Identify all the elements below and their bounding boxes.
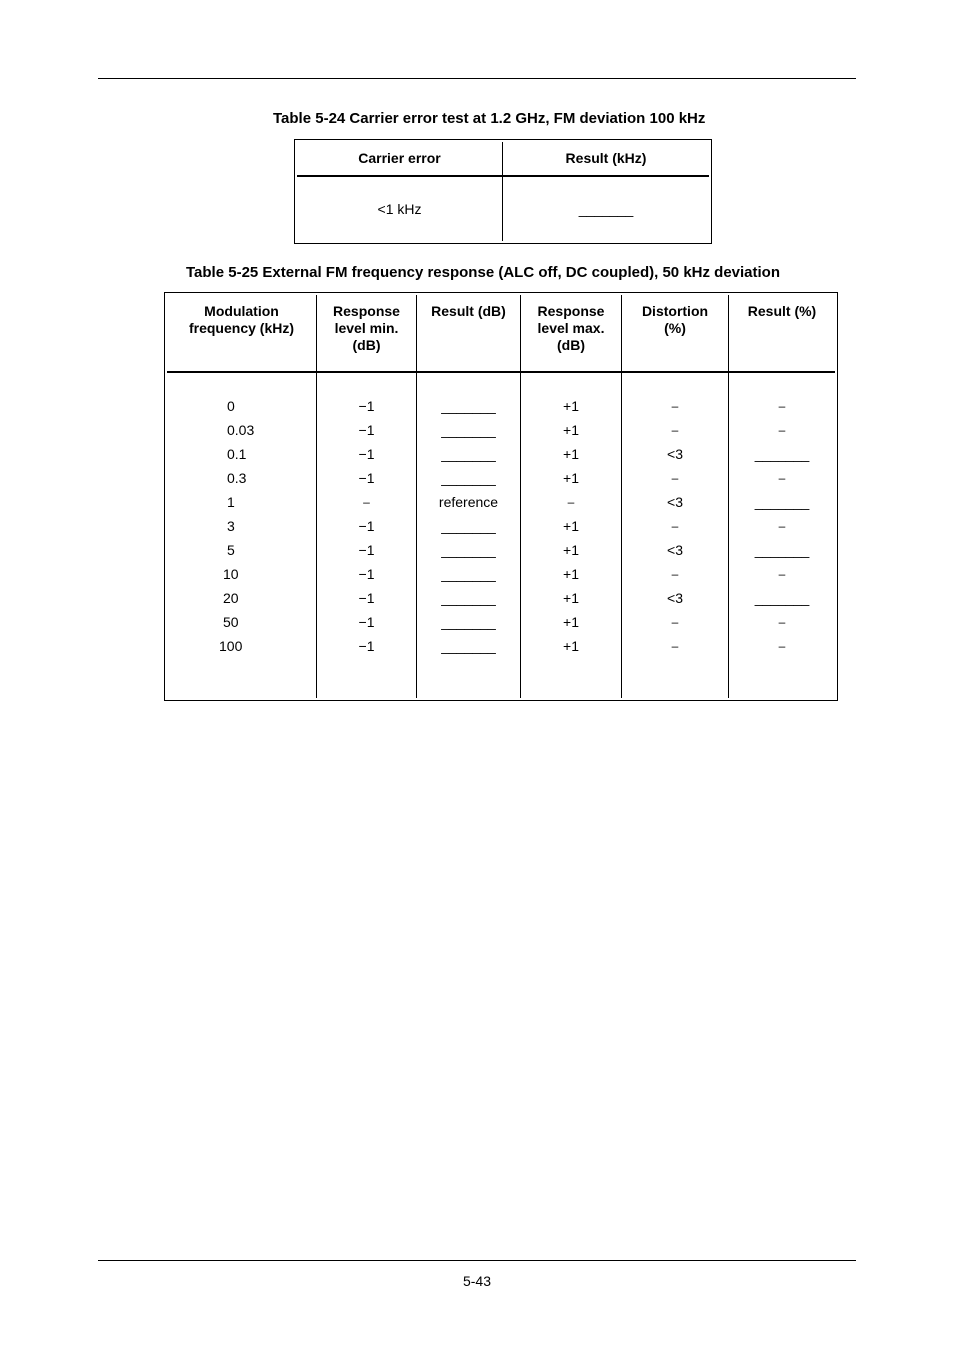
- table-25-caption: Table 5-25 External FM frequency response (ALC off, DC coupled), 50 kHz deviation: [186, 264, 781, 281]
- table-cell: +1: [563, 566, 579, 582]
- carrier-error-value: <1 kHz: [297, 176, 502, 241]
- page-number: 5-43: [462, 1273, 492, 1289]
- table-cell: 10: [223, 566, 239, 582]
- table-cell: −1: [358, 614, 375, 630]
- table-cell: −1: [358, 518, 375, 534]
- table-cell: _______: [754, 494, 810, 510]
- table-cell: −1: [358, 422, 375, 438]
- table-cell: −1: [358, 446, 375, 462]
- table-cell: reference: [438, 494, 499, 510]
- table-cell: _______: [441, 638, 496, 654]
- table-cell: 50: [223, 614, 239, 630]
- table-cell: –: [671, 639, 679, 653]
- table-cell: _______: [441, 566, 496, 582]
- table-cell: +1: [563, 614, 579, 630]
- table-cell: _______: [441, 470, 496, 486]
- table-cell: −1: [358, 542, 375, 558]
- footer-rule: [98, 1260, 856, 1261]
- table-cell: –: [778, 399, 786, 413]
- table-cell: −1: [358, 590, 375, 606]
- column-result-db: [416, 372, 520, 698]
- table-cell: –: [671, 567, 679, 581]
- table-cell: 5: [227, 542, 235, 558]
- table-cell: +1: [563, 518, 579, 534]
- table-cell: –: [363, 495, 370, 509]
- table-cell: _______: [441, 446, 496, 462]
- header-response-level-max: Response level max. (dB): [520, 295, 621, 372]
- table-cell: _______: [441, 590, 496, 606]
- table-cell: <3: [667, 446, 683, 462]
- header-rule: [98, 78, 856, 79]
- carrier-result-blank: _______: [502, 176, 709, 241]
- table-cell: −1: [358, 566, 375, 582]
- table-cell: 0.1: [227, 446, 247, 462]
- header-modulation-frequency: Modulation frequency (kHz): [167, 295, 316, 372]
- header-result-db: Result (dB): [416, 295, 520, 372]
- carrier-error-table: [294, 139, 712, 244]
- header-distortion: Distortion (%): [621, 295, 728, 372]
- table-cell: 3: [227, 518, 235, 534]
- column-result-percent: [728, 372, 835, 698]
- table-cell: _______: [754, 542, 810, 558]
- header-result-khz: Result (kHz): [502, 142, 709, 176]
- table-cell: –: [671, 519, 679, 533]
- table-cell: _______: [441, 542, 496, 558]
- header-response-level-min: Response level min. (dB): [316, 295, 416, 372]
- table-cell: _______: [441, 518, 496, 534]
- table-cell: −1: [358, 638, 375, 654]
- table-cell: –: [671, 615, 679, 629]
- table-cell: 20: [223, 590, 239, 606]
- table-cell: +1: [563, 542, 579, 558]
- header-result-percent: Result (%): [728, 295, 835, 372]
- header-carrier-error: Carrier error: [297, 142, 502, 176]
- table-cell: <3: [667, 494, 683, 510]
- table-cell: –: [778, 615, 786, 629]
- table-cell: −1: [358, 398, 375, 414]
- table-24-caption: Table 5-24 Carrier error test at 1.2 GHz, FM deviation 100 kHz: [273, 110, 706, 127]
- column-response-min: [316, 372, 416, 698]
- fm-frequency-response-table: [164, 292, 838, 701]
- table-cell: _______: [754, 590, 810, 606]
- table-cell: 0: [227, 398, 235, 414]
- table-cell: –: [778, 567, 786, 581]
- table-cell: 0.03: [227, 422, 255, 438]
- column-modulation-frequency: [167, 372, 316, 698]
- table-cell: –: [778, 471, 786, 485]
- table-cell: _______: [754, 446, 810, 462]
- table-cell: +1: [563, 638, 579, 654]
- table-cell: –: [671, 471, 679, 485]
- table-cell: –: [778, 423, 786, 437]
- table-cell: _______: [441, 614, 496, 630]
- table-cell: _______: [441, 422, 496, 438]
- table-cell: +1: [563, 398, 579, 414]
- table-cell: 100: [219, 638, 243, 654]
- table-cell: <3: [667, 590, 683, 606]
- table-cell: –: [778, 639, 786, 653]
- table-cell: –: [567, 495, 575, 509]
- table-cell: <3: [667, 542, 683, 558]
- column-response-max: [520, 372, 621, 698]
- table-cell: –: [778, 519, 786, 533]
- table-cell: 1: [227, 494, 235, 510]
- column-distortion: [621, 372, 728, 698]
- table-cell: +1: [563, 470, 579, 486]
- table-cell: +1: [563, 590, 579, 606]
- table-cell: –: [671, 423, 679, 437]
- table-cell: +1: [563, 422, 579, 438]
- table-cell: +1: [563, 446, 579, 462]
- table-cell: –: [671, 399, 679, 413]
- table-cell: 0.3: [227, 470, 247, 486]
- table-cell: −1: [358, 470, 375, 486]
- table-cell: _______: [441, 398, 496, 414]
